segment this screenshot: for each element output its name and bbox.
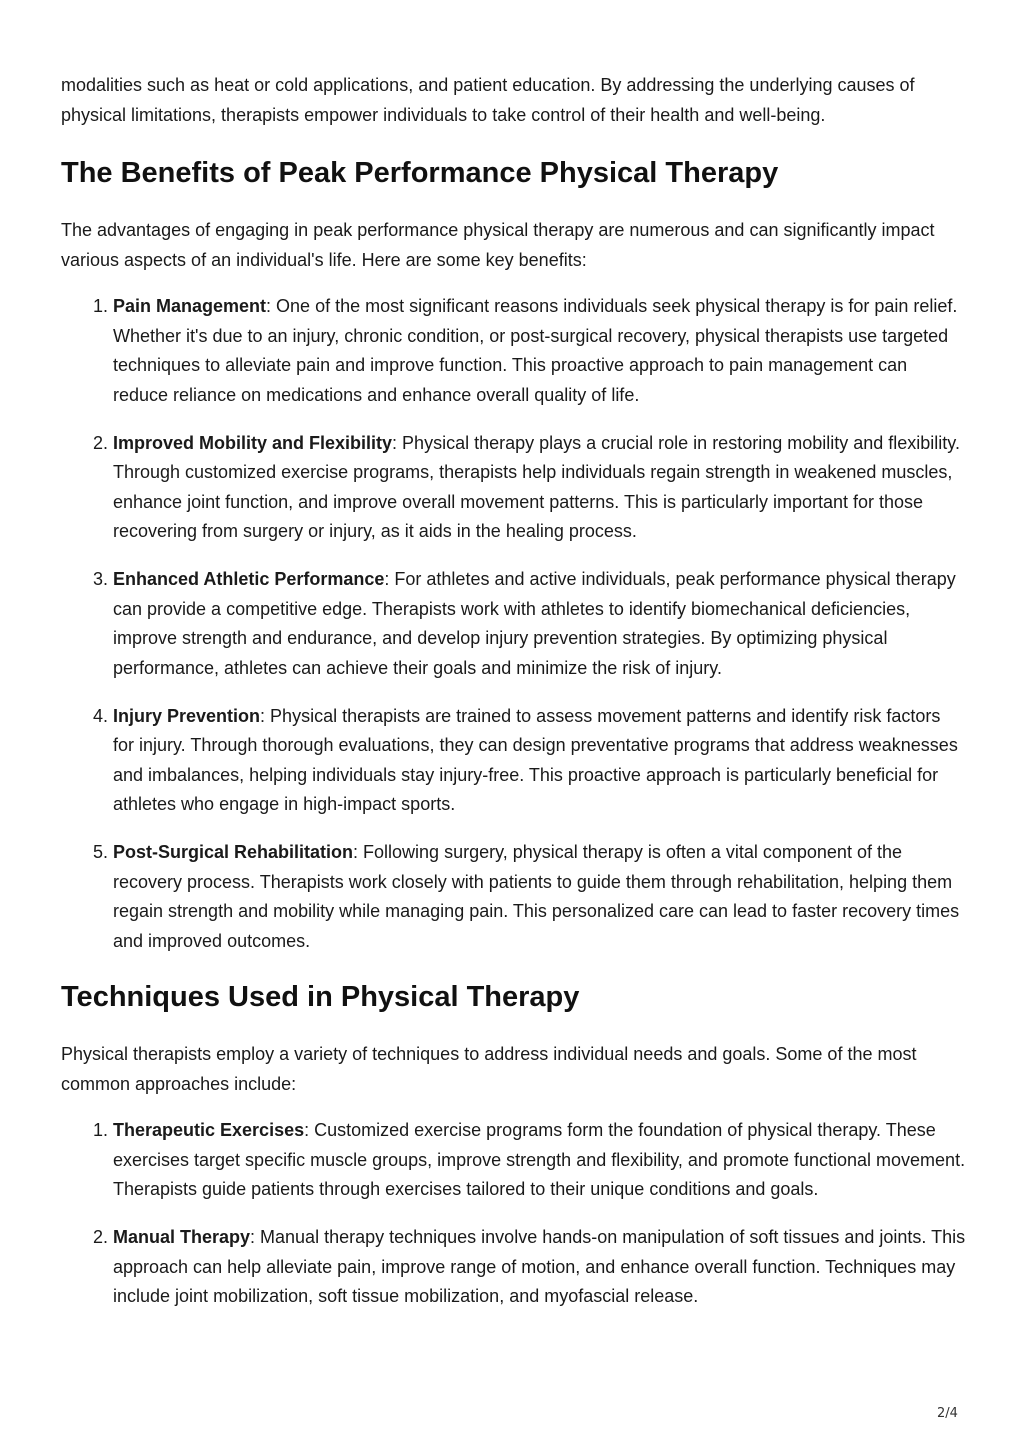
list-item-term: Therapeutic Exercises [113,1120,305,1140]
list-item [113,429,966,547]
benefits-heading: The Benefits of Peak Performance Physical Therapy [61,157,779,189]
list-item [113,838,966,956]
list-item [113,292,966,410]
list-item-term: Manual Therapy [113,1227,251,1247]
list-item-text: : Following surgery, physical therapy is often a vital component of the recovery process. Therapists work closely with patients to guide them through rehabilitation, helping them regain strength and mobility while managing pain. This personalized care can lead to faster recovery times and improved outcomes. [113,842,960,951]
techniques-list [61,1116,966,1312]
list-item-term: Enhanced Athletic Performance [113,569,385,589]
techniques-heading: Techniques Used in Physical Therapy [61,981,580,1013]
page-number: 2/4 [937,1406,958,1421]
list-item-text: : Manual therapy techniques involve hands-on manipulation of soft tissues and joints. This approach can help alleviate pain, improve range of motion, and enhance overall function. Techniques may include joint mobilization, soft tissue mobilization, and myofascial release. [113,1227,966,1306]
list-item-text: : Physical therapy plays a crucial role in restoring mobility and flexibility. Through customized exercise programs, therapists help individuals regain strength in weakened muscles, enhance joint function, and improve overall movement patterns. This is particularly important for those recovering from surgery or injury, as it aids in the healing process. [113,432,960,541]
document-page [61,71,966,1312]
benefits-list [61,292,966,956]
list-item [113,702,966,820]
list-item-text: : For athletes and active individuals, peak performance physical therapy can provide a competitive edge. Therapists work with athletes to identify biomechanical deficiencies, improve strength and endurance, and develop injury prevention strategies. By optimizing physical performance, athletes can achieve their goals and minimize the risk of injury. [113,569,956,678]
list-item [113,1116,966,1205]
list-item-text: : One of the most significant reasons individuals seek physical therapy is for pain relief. Whether it's due to an injury, chronic condition, or post-surgical recovery, physical therapists use targeted techniques to alleviate pain and improve function. This proactive approach to pain management can reduce reliance on medications and enhance overall quality of life. [113,296,958,405]
list-item-term: Improved Mobility and Flexibility [113,432,393,453]
list-item-term: Pain Management [113,296,267,316]
list-item [113,565,966,683]
benefits-intro-paragraph: The advantages of engaging in peak performance physical therapy are numerous and can significantly impact various aspects of an individual's life. Here are some key benefits: [61,220,935,270]
techniques-intro-paragraph: Physical therapists employ a variety of techniques to address individual needs and goals. Some of the most common approaches include: [61,1044,917,1094]
list-item [113,1223,966,1312]
list-item-text: : Customized exercise programs form the foundation of physical therapy. These exercises target specific muscle groups, improve strength and flexibility, and promote functional movement. Therapists guide patients through exercises tailored to their unique conditions and goals. [113,1120,966,1199]
list-item-term: Injury Prevention [113,705,261,726]
benefits-section [61,155,966,956]
list-item-term: Post-Surgical Rehabilitation [113,842,354,862]
intro-paragraph: modalities such as heat or cold applications, and patient education. By addressing the underlying causes of physical limitations, therapists empower individuals to take control of their health and well-being. [61,75,915,125]
techniques-section [61,979,966,1312]
list-item-text: : Physical therapists are trained to assess movement patterns and identify risk factors for injury. Through thorough evaluations, they can design preventative programs that address weaknesses and imbalances, helping individuals stay injury-free. This proactive approach is particularly beneficial for athletes who engage in high-impact sports. [113,705,958,814]
